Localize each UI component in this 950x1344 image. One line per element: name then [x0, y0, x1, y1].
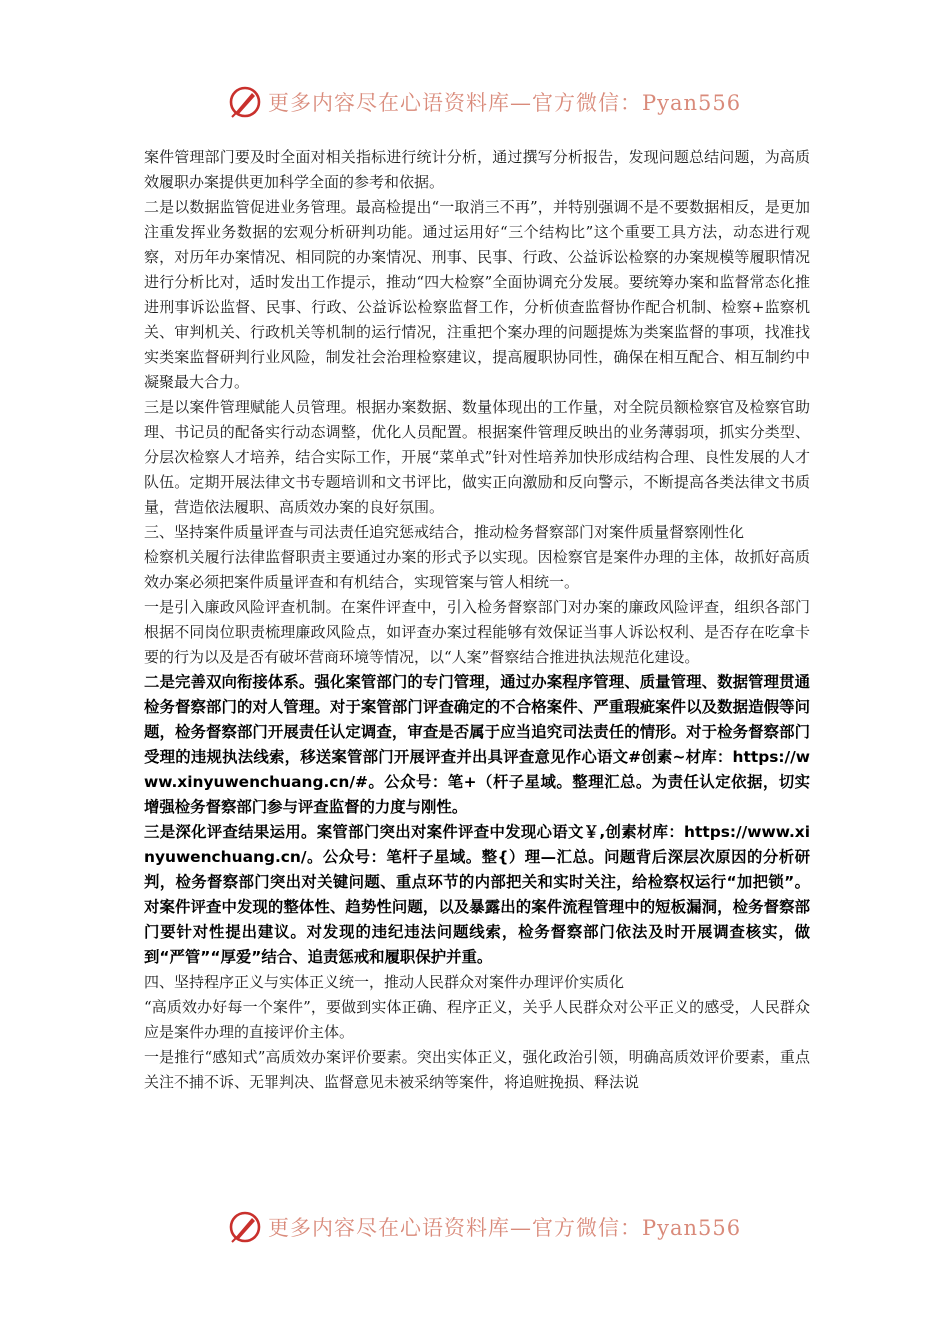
section-heading: 三、坚持案件质量评查与司法责任追究惩戒结合，推动检务督察部门对案件质量督察刚性化 — [144, 523, 745, 541]
footer-banner-text: 更多内容尽在心语资料库—官方微信：Pyan556 — [268, 1216, 742, 1240]
bold-paragraph: 二是完善双向衔接体系。强化案管部门的专门管理，通过办案程序管理、质量管理、数据管理贯通检务督察部门的对人管理。对于案管部门评查确定的不合格案件、严重瑕疵案件以及数据造假等问题，检务督察部门开展责任认定调查，审查是否属于应当追究司法责任的情形。对于检务督察部门受理的违规执法线索，移送案管部门开展评查并出具评查意见作心语文#创素~材库：https://www.xinyuwenchuang.cn/#。公众号：笔+（杆子星域。整理汇总。为责任认定依据，切实增强检务督察部门参与评查监督的力度与刚性。 — [144, 673, 810, 816]
section-heading: 四、坚持程序正义与实体正义统一，推动人民群众对案件办理评价实质化 — [144, 973, 625, 991]
bold-paragraph: 三是深化评查结果运用。案管部门突出对案件评查中发现心语文￥,创素材库：https://www.xinyuwenchuang.cn/。公众号：笔杆子星域。整{）理—汇总。问题背后深层次原因的分析研判，检务督察部门突出对关键问题、重点环节的内部把关和实时关注，给检察权运行“加把锁”。对案件评查中发现的整体性、趋势性问题，以及暴露出的案件流程管理中的短板漏洞，检务督察部门要针对性提出建议。对发现的违纪违法问题线索，检务督察部门依法及时开展调查核实，做到“严管”“厚爱”结合、追责惩戒和履职保护并重。 — [144, 823, 810, 966]
pen-quill-logo-icon — [228, 1210, 262, 1244]
header-banner-text: 更多内容尽在心语资料库—官方微信：Pyan556 — [268, 91, 742, 115]
document-body — [144, 145, 810, 1095]
paragraph: 二是以数据监管促进业务管理。最高检提出“一取消三不再”，并特别强调不是不要数据相反，是更加注重发挥业务数据的宏观分析研判功能。通过运用好“三个结构比”这个重要工具方法，动态进行观察，对历年办案情况、相同院的办案情况、刑事、民事、行政、公益诉讼检察的办案规模等履职情况进行分析比对，适时发出工作提示，推动“四大检察”全面协调充分发展。要统筹办案和监督常态化推进刑事诉讼监督、民事、行政、公益诉讼检察监督工作，分析侦查监督协作配合机制、检察+监察机关、审判机关、行政机关等机制的运行情况，注重把个案办理的问题提炼为类案监督的事项，找准找实类案监督研判行业风险，制发社会治理检察建议，提高履职协同性，确保在相互配合、相互制约中凝聚最大合力。 — [144, 198, 810, 391]
pen-quill-logo-icon — [228, 85, 262, 119]
paragraph: “高质效办好每一个案件”，要做到实体正确、程序正义，关乎人民群众对公平正义的感受，人民群众应是案件办理的直接评价主体。 — [144, 998, 810, 1041]
header-banner — [228, 82, 742, 122]
paragraph: 案件管理部门要及时全面对相关指标进行统计分析，通过撰写分析报告，发现问题总结问题，为高质效履职办案提供更加科学全面的参考和依据。 — [144, 148, 810, 191]
paragraph: 检察机关履行法律监督职责主要通过办案的形式予以实现。因检察官是案件办理的主体，故抓好高质效办案必须把案件质量评查和有机结合，实现管案与管人相统一。 — [144, 548, 810, 591]
paragraph: 一是推行“感知式”高质效办案评价要素。突出实体正义，强化政治引领，明确高质效评价要素，重点关注不捕不诉、无罪判决、监督意见未被采纳等案件，将追赃挽损、释法说 — [144, 1048, 810, 1091]
footer-banner — [228, 1207, 742, 1247]
paragraph: 一是引入廉政风险评查机制。在案件评查中，引入检务督察部门对办案的廉政风险评查，组织各部门根据不同岗位职责梳理廉政风险点，如评查办案过程能够有效保证当事人诉讼权利、是否存在吃拿卡要的行为以及是否有破坏营商环境等情况，以“人案”督察结合推进执法规范化建设。 — [144, 598, 810, 666]
paragraph: 三是以案件管理赋能人员管理。根据办案数据、数量体现出的工作量，对全院员额检察官及检察官助理、书记员的配备实行动态调整，优化人员配置。根据案件管理反映出的业务薄弱项，抓实分类型、分层次检察人才培养，结合实际工作，开展“菜单式”针对性培养加快形成结构合理、良性发展的人才队伍。定期开展法律文书专题培训和文书评比，做实正向激励和反向警示，不断提高各类法律文书质量，营造依法履职、高质效办案的良好氛围。 — [144, 398, 810, 516]
